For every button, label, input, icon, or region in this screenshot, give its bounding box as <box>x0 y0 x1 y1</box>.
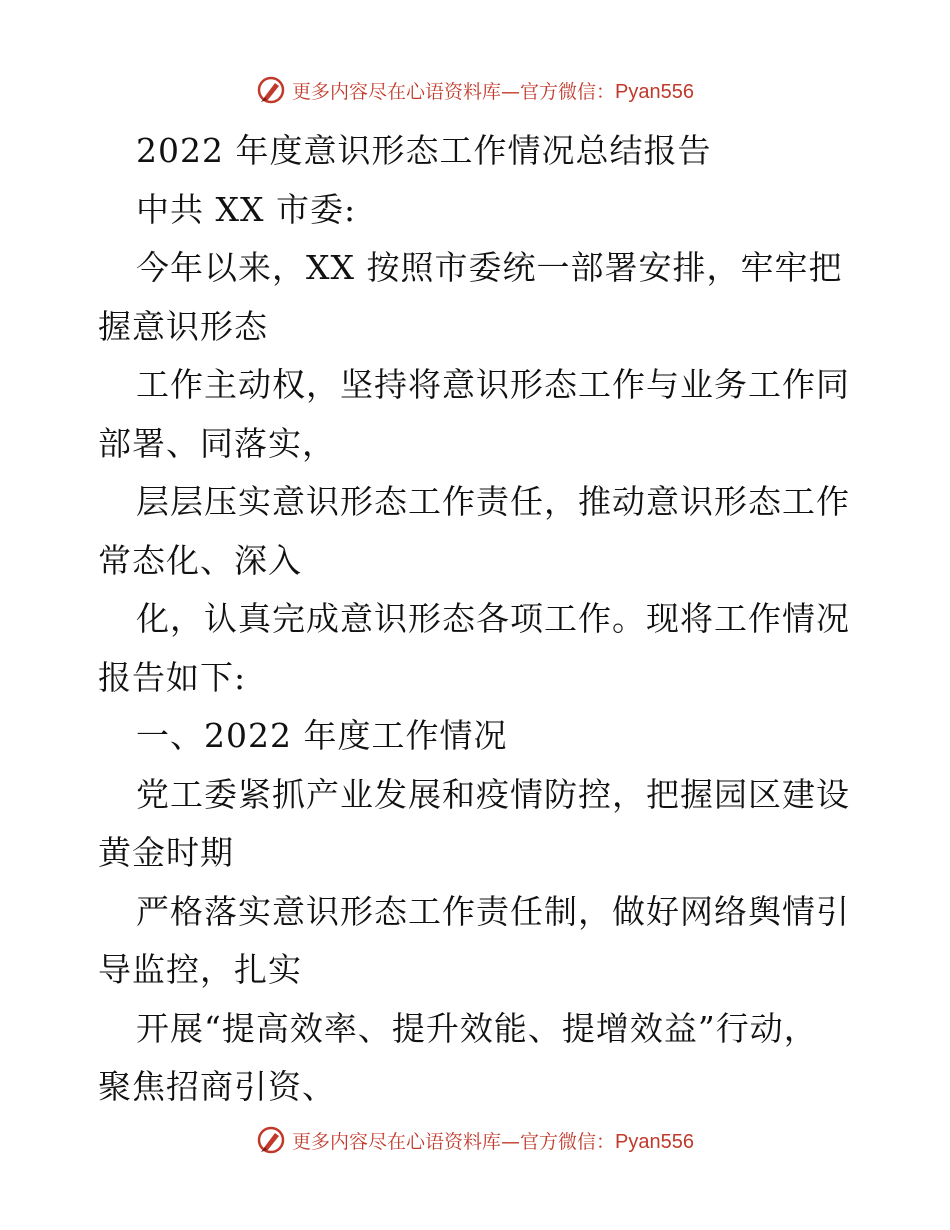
document-line: 化，认真完成意识形态各项工作。现将工作情况 <box>136 599 850 638</box>
pen-logo-icon <box>256 1125 286 1155</box>
document-line: 工作主动权，坚持将意识形态工作与业务工作同 <box>136 365 850 404</box>
document-line: 报告如下: <box>98 657 247 697</box>
document-line: 聚焦招商引资、 <box>98 1067 336 1106</box>
document-line: 中共 XX 市委: <box>136 189 357 229</box>
watermark-wechat-id: Pyan556 <box>615 80 694 103</box>
document-line: 黄金时期 <box>98 833 234 872</box>
document-line: 今年以来，XX 按照市委统一部署安排，牢牢把 <box>136 248 843 287</box>
watermark-text-cn: 更多内容尽在心语资料库—官方微信： <box>292 80 616 103</box>
document-line: 常态化、深入 <box>98 540 302 580</box>
document-line: 开展“提高效率、提升效能、提增效益”行动， <box>136 1008 818 1048</box>
document-line: 一、2022 年度工作情况 <box>136 716 508 755</box>
document-line: 严格落实意识形态工作责任制，做好网络舆情引 <box>136 891 850 931</box>
document-body <box>98 122 858 1117</box>
watermark-banner-top <box>0 70 950 110</box>
watermark-banner-bottom <box>0 1120 950 1160</box>
watermark-text <box>292 1127 694 1154</box>
document-line: 握意识形态 <box>98 306 268 346</box>
document-line: 2022 年度意识形态工作情况总结报告 <box>136 131 712 170</box>
watermark-text <box>292 77 694 104</box>
document-line: 导监控，扎实 <box>98 950 302 989</box>
watermark-text-cn: 更多内容尽在心语资料库—官方微信： <box>292 1130 616 1153</box>
document-line: 党工委紧抓产业发展和疫情防控，把握园区建设 <box>136 774 850 814</box>
document-line: 层层压实意识形态工作责任，推动意识形态工作 <box>136 482 850 521</box>
watermark-wechat-id: Pyan556 <box>615 1130 694 1153</box>
document-line: 部署、同落实， <box>98 423 336 463</box>
pen-logo-icon <box>256 75 286 105</box>
